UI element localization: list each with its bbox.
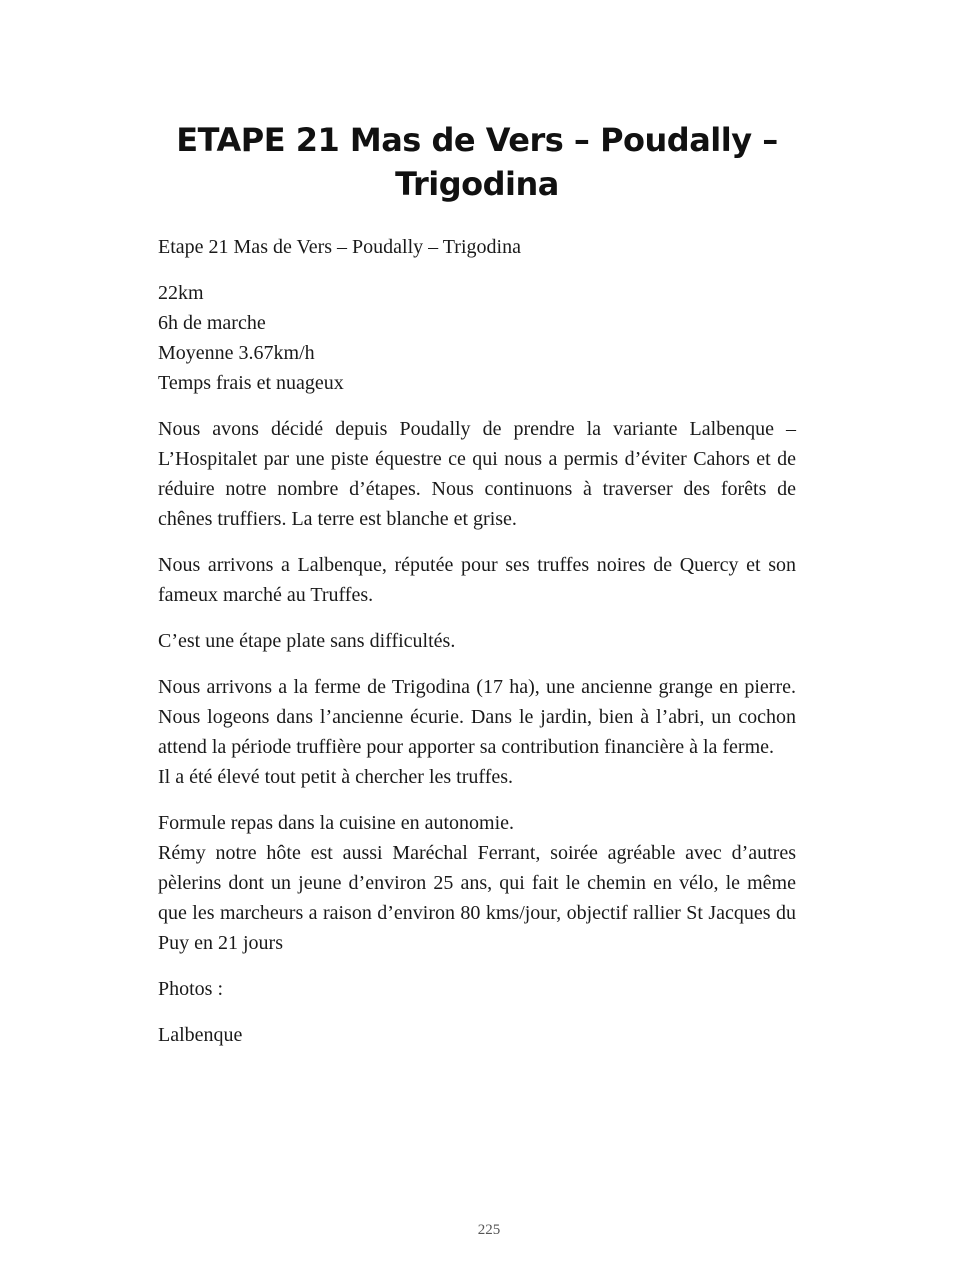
stat-average: Moyenne 3.67km/h — [158, 342, 315, 364]
page-title: ETAPE 21 Mas de Vers – Poudally – Trigodina — [176, 121, 778, 203]
photo-caption: Lalbenque — [158, 1024, 243, 1046]
stat-weather: Temps frais et nuageux — [158, 372, 344, 394]
stat-duration: 6h de marche — [158, 312, 266, 334]
paragraph-flat-stage: C’est une étape plate sans difficultés. — [158, 630, 456, 652]
stat-distance: 22km — [158, 282, 204, 304]
stats-block — [158, 278, 796, 398]
paragraph-farm — [158, 672, 796, 792]
paragraph-lalbenque: Nous arrivons a Lalbenque, réputée pour ses truffes noires de Quercy et son fameux marché au Truffes. — [158, 554, 796, 606]
paragraph-meal — [158, 808, 796, 958]
paragraph-meal-formula: Formule repas dans la cuisine en autonomie. — [158, 812, 515, 834]
article-body — [158, 232, 796, 1066]
paragraph-farm-pig: Il a été élevé tout petit à chercher les truffes. — [158, 766, 514, 788]
paragraph-meal-host: Rémy notre hôte est aussi Maréchal Ferrant, soirée agréable avec d’autres pèlerins dont un jeune d’environ 25 ans, qui fait le chemin en vélo, le même que les marcheurs a raison d’environ 80 kms/jour, objectif rallier St Jacques du Puy en 21 jours — [158, 842, 796, 954]
photos-label: Photos : — [158, 978, 224, 1000]
page-number: 225 — [477, 1222, 501, 1238]
subtitle-paragraph: Etape 21 Mas de Vers – Poudally – Trigodina — [158, 236, 521, 258]
paragraph-route: Nous avons décidé depuis Poudally de prendre la variante Lalbenque – L’Hospitalet par une piste équestre ce qui nous a permis d’éviter Cahors et de réduire notre nombre d’étapes. Nous continuons à traverser des forêts de chênes truffiers. La terre est blanche et grise. — [158, 418, 796, 530]
paragraph-farm-text: Nous arrivons a la ferme de Trigodina (17 ha), une ancienne grange en pierre. Nous logeons dans l’ancienne écurie. Dans le jardin, bien à l’abri, un cochon attend la période truffière pour apporter sa contribution financière à la ferme. — [158, 676, 796, 758]
